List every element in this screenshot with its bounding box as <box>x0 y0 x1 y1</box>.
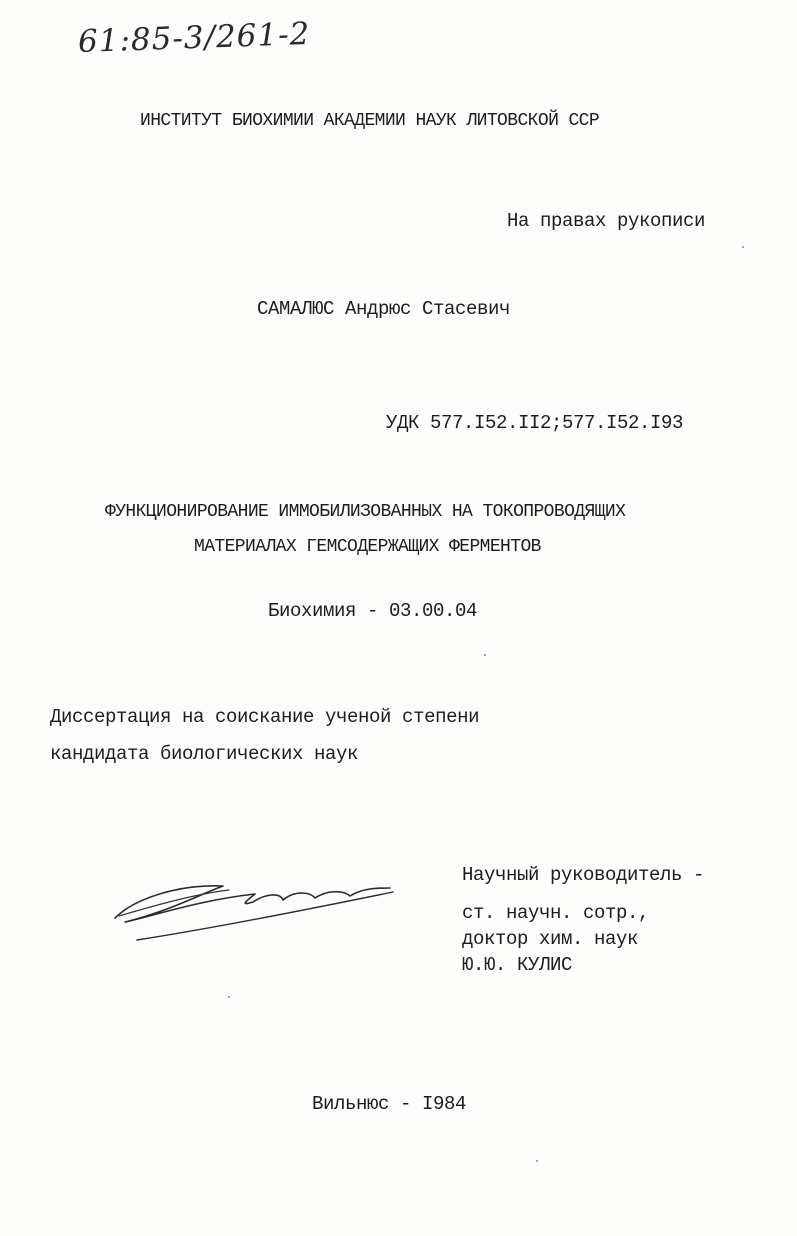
handwritten-archive-number: 61:85-3/261-2 <box>77 15 311 61</box>
supervisor-label: Научный руководитель - <box>462 864 705 886</box>
author-name: САМАЛЮС Андрюс Стасевич <box>257 298 511 320</box>
supervisor-position: ст. научн. сотр., <box>462 902 650 924</box>
scan-speck <box>742 246 744 248</box>
institute-heading: ИНСТИТУТ БИОХИМИИ АКАДЕМИИ НАУК ЛИТОВСКОЙ ССР <box>140 111 600 131</box>
scan-speck <box>536 1160 538 1162</box>
udc-code: УДК 577.I52.II2;577.I52.I93 <box>386 412 684 434</box>
supervisor-degree: доктор хим. наук <box>462 928 639 950</box>
degree-statement-line-2: кандидата биологических наук <box>50 743 359 765</box>
dissertation-title-line-1: ФУНКЦИОНИРОВАНИЕ ИММОБИЛИЗОВАННЫХ НА ТОКОПРОВОДЯЩИХ <box>105 502 626 522</box>
scan-speck <box>484 654 486 656</box>
supervisor-name: Ю.Ю. КУЛИС <box>462 954 573 976</box>
specialty-code: Биохимия - 03.00.04 <box>268 600 478 622</box>
place-and-year: Вильнюс - I984 <box>312 1093 467 1115</box>
handwritten-signature <box>105 870 400 945</box>
scan-speck <box>228 996 230 998</box>
dissertation-title-line-2: МАТЕРИАЛАХ ГЕМСОДЕРЖАЩИХ ФЕРМЕНТОВ <box>194 537 541 557</box>
degree-statement-line-1: Диссертация на соискание ученой степени <box>50 706 480 728</box>
manuscript-rights-note: На правах рукописи <box>507 210 706 232</box>
